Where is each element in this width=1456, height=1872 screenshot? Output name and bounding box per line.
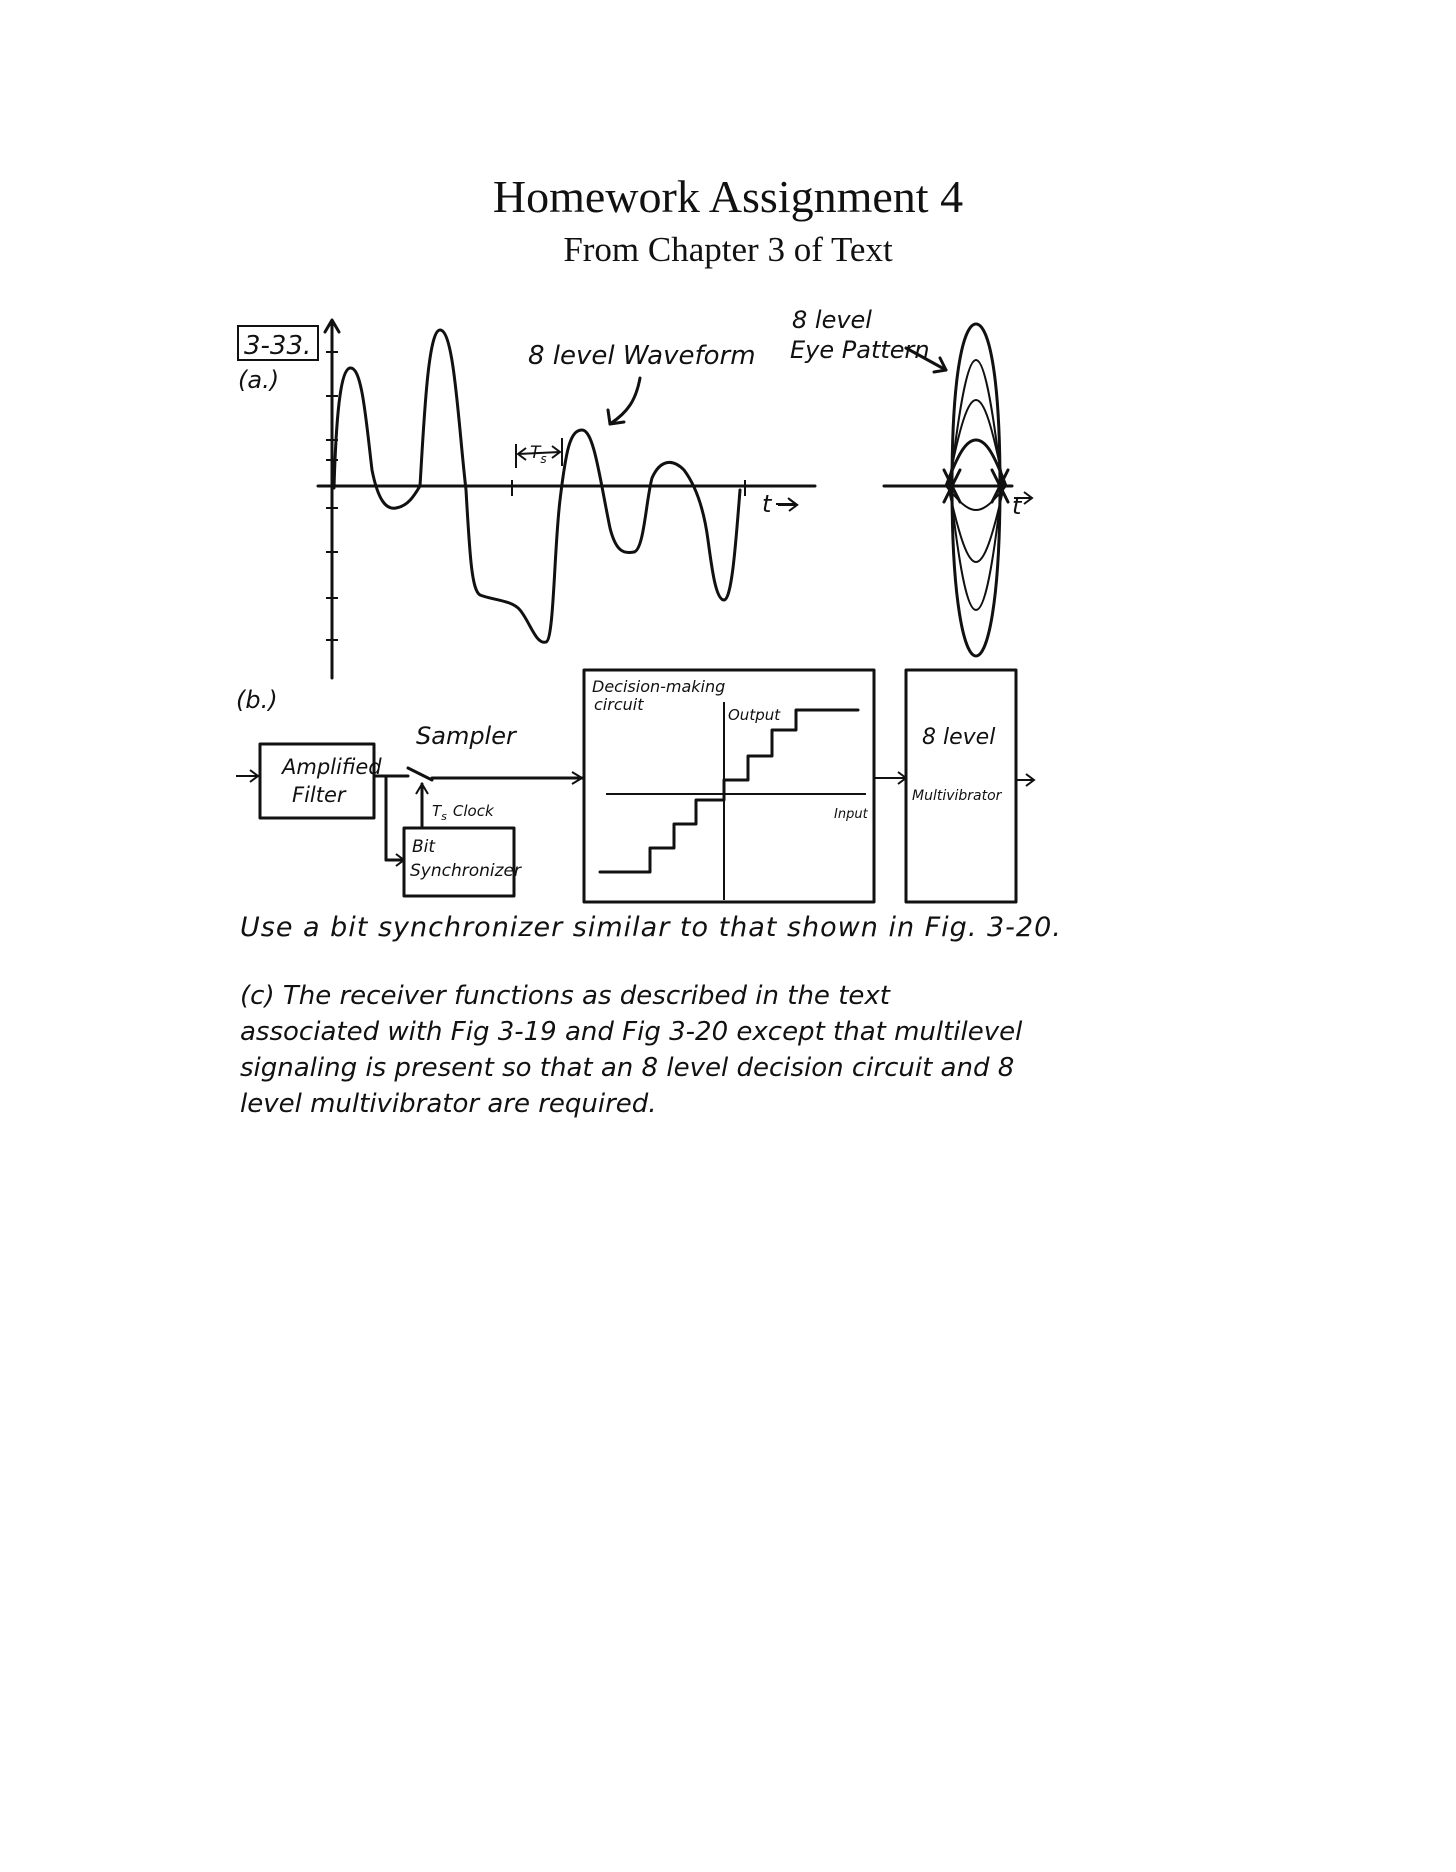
multivibrator-label-2: Multivibrator [912,788,1002,804]
output-label: Output [728,706,781,724]
staircase-transfer-curve [600,710,858,872]
page-title: Homework Assignment 4 [492,171,964,222]
sampler-label: Sampler [416,722,516,750]
multivibrator-label-1: 8 level [922,725,996,750]
decision-label-1: Decision-making [592,677,726,696]
note-part-c: (c) The receiver functions as described in the text associated with Fig 3-19 and Fig 3-20 except that multilevel signaling is present so that an 8 level decision circuit and 8 level multivibrator are required. [240,981,1023,1119]
sync-label-1: Bit [412,837,436,857]
eye-pattern-label-1: 8 level [792,306,872,334]
clock-label: $T_s$ Clock [432,802,494,823]
multivibrator-block [906,670,1016,902]
eye-pattern-label-2: Eye Pattern [790,336,930,364]
hand-drawn-figure [0,300,1456,920]
waveform-label: 8 level Waveform [528,341,756,371]
input-label: Input [834,807,868,822]
problem-number: 3-33. [244,331,312,361]
part-b-label: (b.) [236,686,278,714]
page-subtitle: From Chapter 3 of Text [563,230,893,269]
waveform-label-arrow [610,378,640,424]
eye-pattern [884,324,1032,656]
eye-time-axis-label: t [1012,492,1022,520]
time-axis-label: t [762,490,772,518]
filter-label-2: Filter [292,783,346,807]
filter-label-1: Amplified [282,755,382,779]
note-part-b: Use a bit synchronizer similar to that shown in Fig. 3-20. [240,912,1062,943]
ts-label: $T_s$ [530,443,547,466]
decision-label-2: circuit [594,695,644,714]
sync-label-2: Synchronizer [410,861,522,881]
part-a-label: (a.) [238,366,280,394]
